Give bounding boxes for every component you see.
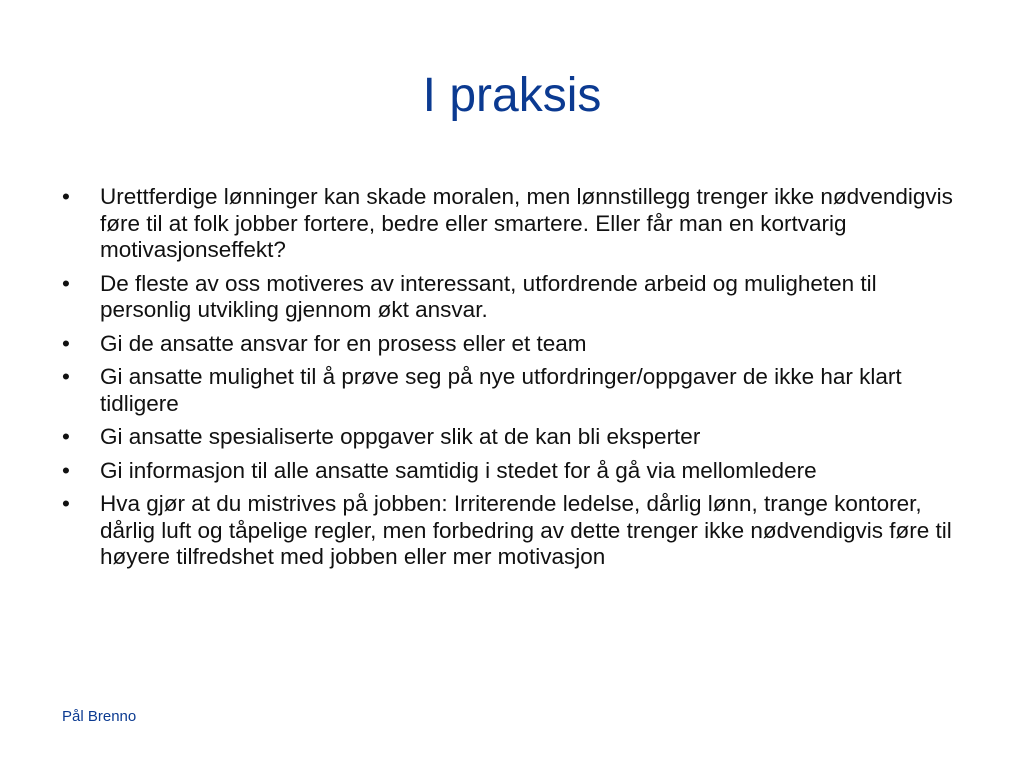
bullet-list xyxy=(62,184,962,578)
bullet-text: Gi de ansatte ansvar for en prosess eller et team xyxy=(100,330,587,356)
footer-author: Pål Brenno xyxy=(62,708,137,725)
bullet-text: Gi ansatte mulighet til å prøve seg på nye utfordringer/oppgaver de ikke har klart tidligere xyxy=(100,364,902,416)
list-item xyxy=(62,364,962,417)
list-item xyxy=(62,491,962,571)
bullet-text: De fleste av oss motiveres av interessant, utfordrende arbeid og muligheten til personlig utvikling gjennom økt ansvar. xyxy=(100,270,877,322)
bullet-icon: • xyxy=(62,491,70,516)
list-item xyxy=(62,458,962,485)
list-item xyxy=(62,424,962,451)
bullet-text: Urettferdige lønninger kan skade moralen, men lønnstillegg trenger ikke nødvendigvis føre til at folk jobber fortere, bedre eller smartere. Eller får man en kortvarig motivasjonseffekt? xyxy=(100,184,953,262)
list-item xyxy=(62,271,962,324)
bullet-text: Hva gjør at du mistrives på jobben: Irriterende ledelse, dårlig lønn, trange kontorer, dårlig luft og tåpelige regler, men forbedring av dette trenger ikke nødvendigvis føre til høyere tilfredshet med jobben eller mer motivasjon xyxy=(100,491,952,569)
bullet-icon: • xyxy=(62,330,70,356)
slide-title: I praksis xyxy=(422,69,602,122)
list-item xyxy=(62,331,962,358)
bullet-text: Gi informasjon til alle ansatte samtidig i stedet for å gå via mellomledere xyxy=(100,457,817,483)
bullet-icon: • xyxy=(62,184,70,209)
bullet-text: Gi ansatte spesialiserte oppgaver slik at de kan bli eksperter xyxy=(100,424,701,449)
bullet-icon: • xyxy=(62,424,70,449)
bullet-icon: • xyxy=(62,270,70,296)
bullet-icon: • xyxy=(62,457,70,483)
list-item xyxy=(62,184,962,264)
bullet-icon: • xyxy=(62,364,70,389)
